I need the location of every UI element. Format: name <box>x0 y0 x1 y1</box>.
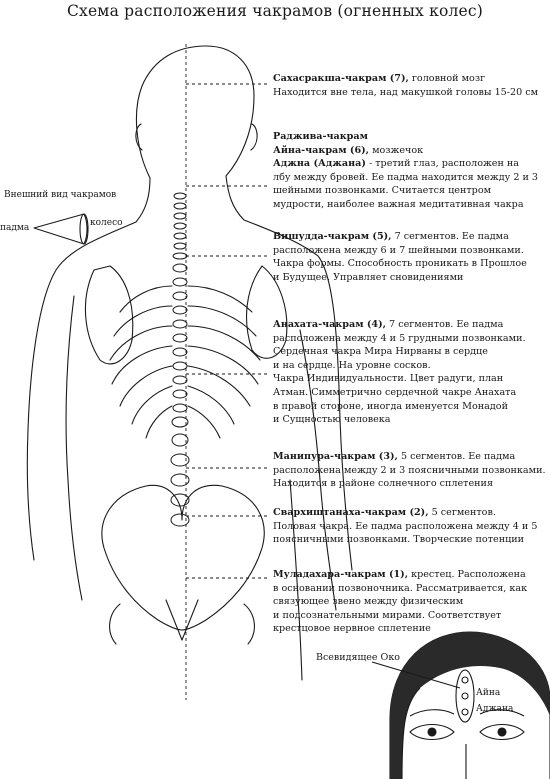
chakra-line: и Будущее. Управляет сновидениями <box>273 271 464 283</box>
chakra-line: в основании позвоночника. Рассматривается, как <box>273 582 528 594</box>
chakra-name: Муладахара-чакрам (1), <box>273 569 409 580</box>
chakra-name: Вишудда-чакрам (5), <box>273 231 392 242</box>
page-title: Схема расположения чакрамов (огненных колес) <box>66 2 484 20</box>
chakra-name: Свархиштанаха-чакрам (2), <box>273 507 429 518</box>
chakra-line: Чакра Индивидуальности. Цвет радуги, план <box>273 373 504 385</box>
neck-right <box>226 176 244 220</box>
rib <box>188 406 220 438</box>
head-outline <box>136 46 254 178</box>
chakra-block-muladahara <box>273 568 548 636</box>
chakra-desc: 5 сегментов. <box>428 507 496 518</box>
chakra-name: Раджива-чакрам <box>273 131 368 142</box>
chakra-line: шейными позвонками. Считается центром <box>273 185 492 197</box>
chakra-desc: 5 сегментов. Ее падма <box>397 451 516 462</box>
rib <box>188 306 256 336</box>
chakra-line: расположена между 6 и 7 шейными позвонками. <box>273 244 524 256</box>
inset-third-eye <box>456 670 474 722</box>
rib <box>112 346 172 384</box>
chakra-name: Аджна (Аджана) <box>273 158 366 170</box>
chakra-line: и на сердце. На уровне сосков. <box>273 359 431 371</box>
rib <box>188 286 252 312</box>
chakra-desc: головной мозг <box>408 73 486 84</box>
chakra-line: и Сущностью человека <box>273 414 391 426</box>
chakra-line: лбу между бровей. Ее падма находится между 2 и 3 <box>273 171 539 183</box>
rib <box>188 346 258 384</box>
chakra-name: Айна-чакрам (6), <box>273 144 370 156</box>
chakra-block-manipura <box>273 450 548 491</box>
chakra-block-ajna-group <box>273 130 548 212</box>
chakra-block-anahata <box>273 318 548 427</box>
rib <box>146 406 172 438</box>
rib <box>132 386 172 424</box>
rib <box>114 306 172 336</box>
rib <box>188 386 234 424</box>
chakra-line: мудрости, наиболее важная медитативная чакра <box>273 198 524 210</box>
chakra-line: связующее звено между физическим <box>273 596 464 608</box>
chakra-line: Чакра формы. Способность проникать в Прошлое <box>273 258 527 270</box>
ear-left <box>136 124 142 150</box>
chakra-block-vishudda <box>273 230 548 284</box>
inset-point-aina <box>462 693 468 699</box>
inset-label-adzhana: Аджана <box>476 704 514 714</box>
chakra-line: Половая чакра. Ее падма расположена между 4 и 5 <box>273 520 538 532</box>
chakra-line: поясничными позвонками. Творческие потенции <box>273 534 525 546</box>
hip-joint-right <box>244 604 254 644</box>
neck-left <box>136 178 150 222</box>
chakra-desc: 7 сегментов. Ее падма <box>386 319 504 330</box>
inset-pupil-right <box>498 728 506 736</box>
chakra-cone-icon <box>34 214 87 244</box>
inset-point-radzhiva <box>462 677 468 683</box>
inset-label-aina: Айна <box>476 688 501 698</box>
chakra-line: и подсознательными мирами. Соответствует <box>273 609 502 621</box>
chakra-name: Манипура-чакрам (3), <box>273 451 398 462</box>
ear-right <box>251 124 257 150</box>
hip-joint-left <box>110 604 120 644</box>
pelvis-outline <box>102 485 264 630</box>
inset-caption: Всевидящее Око <box>316 652 400 663</box>
sacrum <box>166 600 198 640</box>
chakra-line: Атман. Симметрично сердечной чакре Анахата <box>273 386 517 398</box>
chakra-desc: - третий глаз, расположен на <box>365 158 520 170</box>
chakra-block-svarhishtanaha <box>273 506 548 547</box>
inset-label-radzhiva: Раджива <box>476 672 518 682</box>
inset-pupil-left <box>428 728 436 736</box>
rib <box>188 366 250 406</box>
chakra-line: крестцовое нервное сплетение <box>273 623 431 635</box>
chakra-name: Сахасракша-чакрам (7), <box>273 73 409 84</box>
chakra-line: Находится в районе солнечного сплетения <box>273 478 494 490</box>
rib <box>120 286 172 312</box>
chakra-line: расположена между 2 и 3 поясничными позвонками. <box>273 464 546 476</box>
chakra-block-sahasraksha <box>273 72 548 99</box>
chakra-desc: 7 сегментов. Ее падма <box>391 231 509 242</box>
chakra-line: в правой стороне, иногда именуется Монадой <box>273 400 508 412</box>
legend-label-padma: падма <box>0 223 30 233</box>
chakra-line: Находится вне тела, над макушкой головы 15-20 см <box>273 86 539 98</box>
inset-point-adzhana <box>462 709 468 715</box>
chakra-desc: мозжечок <box>369 144 424 156</box>
chakra-line: расположена между 4 и 5 грудными позвонками. <box>273 332 526 344</box>
scapula-left <box>85 266 132 364</box>
rib <box>120 366 172 406</box>
body-outline-left <box>27 222 136 560</box>
chakra-line: Сердечная чакра Мира Нирваны в сердце <box>273 346 488 358</box>
legend-caption: Внешний вид чакрамов <box>4 190 117 200</box>
chakra-desc: крестец. Расположена <box>408 569 526 580</box>
inset-brow-left <box>410 710 454 716</box>
chakra-name: Анахата-чакрам (4), <box>273 319 386 330</box>
legend-label-koleso: колесо <box>90 218 123 228</box>
arm-inner-left <box>66 296 82 600</box>
